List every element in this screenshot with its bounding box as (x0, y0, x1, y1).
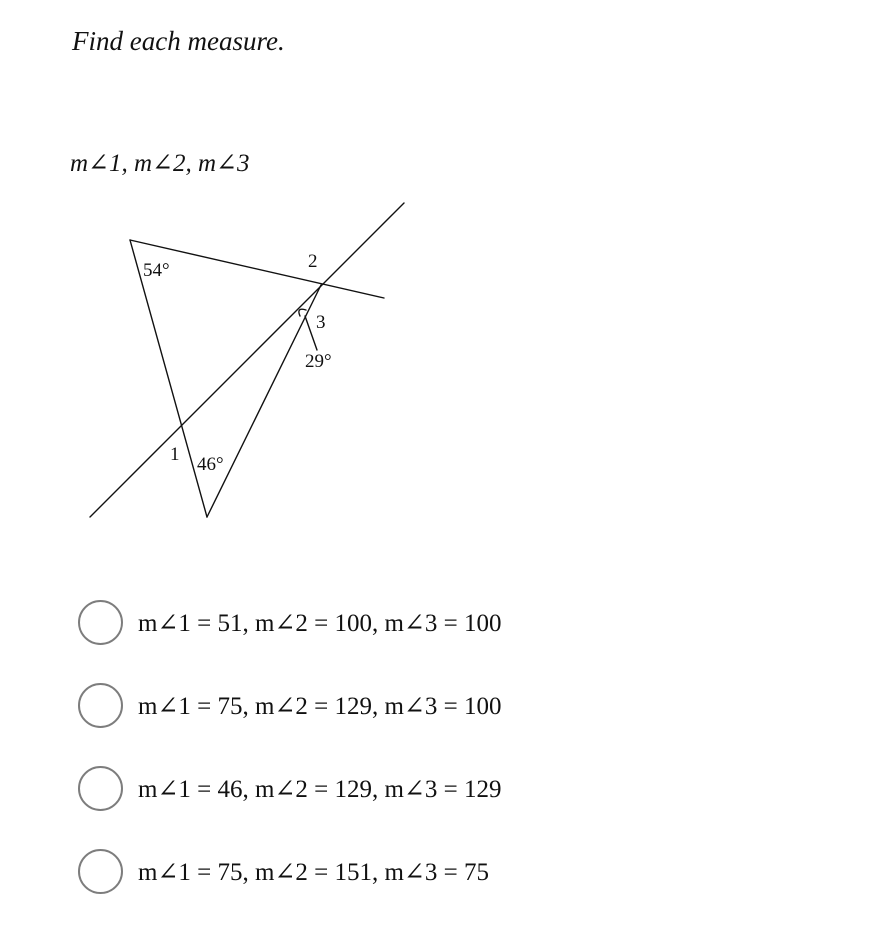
radio-button[interactable] (78, 683, 123, 728)
triangle-right-side (207, 285, 321, 517)
angle-29-arc (299, 309, 306, 316)
transversal-line (90, 203, 404, 517)
angle-label-1: 1 (170, 444, 180, 465)
radio-button[interactable] (78, 600, 123, 645)
radio-button[interactable] (78, 766, 123, 811)
angle-label-2: 2 (308, 251, 318, 272)
answer-option-label: m∠1 = 51, m∠2 = 100, m∠3 = 100 (138, 610, 502, 637)
triangle-left-side (130, 240, 207, 517)
angle-label-29: 29° (305, 351, 332, 372)
angle-label-54: 54° (143, 260, 170, 281)
answer-option-label: m∠1 = 75, m∠2 = 129, m∠3 = 100 (138, 693, 502, 720)
answer-option-label: m∠1 = 46, m∠2 = 129, m∠3 = 129 (138, 776, 502, 803)
answer-option-label: m∠1 = 75, m∠2 = 151, m∠3 = 75 (138, 859, 489, 886)
question-prompt: m∠1, m∠2, m∠3 (70, 150, 250, 177)
instructions-text: Find each measure. (72, 26, 285, 56)
angle-label-46: 46° (197, 454, 224, 475)
angle-label-3: 3 (316, 312, 326, 333)
radio-button[interactable] (78, 849, 123, 894)
